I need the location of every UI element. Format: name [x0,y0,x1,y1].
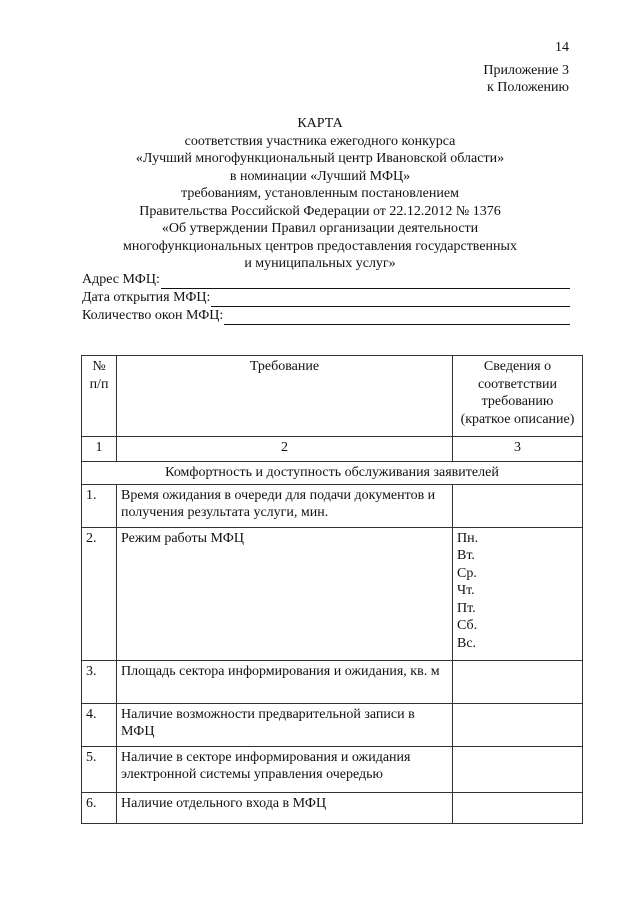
opening-date-blank-line[interactable] [211,292,570,307]
column-number-row [82,437,583,462]
row-requirement: Наличие в секторе информирования и ожидания электронной системы управления очередью [117,746,453,792]
section-row [82,462,583,485]
document-title [0,115,640,273]
windows-count-blank-line[interactable] [224,310,570,325]
title-line: КАРТА [297,116,343,131]
row-requirement: Время ожидания в очереди для подачи документов и получения результата услуги, мин. [117,484,453,527]
windows-count-label: Количество окон МФЦ: [82,308,224,323]
title-line: «Об утверждении Правил организации деятельности [161,221,479,236]
row-info-cell[interactable] [453,746,583,792]
address-blank-line[interactable] [161,274,570,289]
column-number: 3 [453,437,583,462]
row-info-cell[interactable] [453,792,583,823]
table-header-row [82,356,583,437]
header-requirement: Требование [117,356,453,437]
title-line: в номинации «Лучший МФЦ» [229,168,411,184]
row-requirement: Наличие возможности предварительной записи в МФЦ [117,703,453,746]
weekday-label: Вт. [457,548,475,563]
row-number: 2. [82,527,117,660]
title-line: «Лучший многофункциональный центр Ивановской области» [135,151,505,166]
column-number: 1 [82,437,117,462]
weekday-label: Пн. [457,530,479,546]
title-line: и муниципальных услуг» [244,256,396,271]
table-row [82,527,583,660]
appendix-line: Приложение 3 [483,63,569,78]
opening-date-field[interactable] [82,289,570,307]
table-row [82,746,583,792]
windows-count-field[interactable] [82,307,570,325]
row-requirement: Наличие отдельного входа в МФЦ [117,792,453,823]
weekday-label: Ср. [457,565,477,581]
appendix-reference [483,62,569,96]
weekday-label: Пт. [457,600,476,616]
table-row [82,703,583,746]
header-info: Сведения о соответствии требованию (краткое описание) [453,356,583,437]
table-row [82,660,583,703]
opening-date-label: Дата открытия МФЦ: [82,290,211,305]
weekday-label: Сб. [457,618,478,633]
row-requirement: Площадь сектора информирования и ожидания, кв. м [117,660,453,703]
row-number: 5. [82,746,117,792]
row-number: 3. [82,660,117,703]
header-number: № п/п [82,356,117,437]
column-number: 2 [117,437,453,462]
working-days-cell[interactable] [453,527,583,660]
address-label: Адрес МФЦ: [82,272,160,287]
title-line: соответствия участника ежегодного конкурса [184,133,456,149]
table-row [82,792,583,823]
section-title: Комфортность и доступность обслуживания заявителей [82,462,583,485]
row-info-cell[interactable] [453,484,583,527]
title-line: требованиям, установленным постановлением [181,186,459,201]
row-requirement: Режим работы МФЦ [117,527,453,660]
page-number: 14 [555,40,569,55]
address-field[interactable] [82,271,570,289]
row-number: 1. [82,484,117,527]
info-fields [82,271,570,325]
table-row [82,484,583,527]
row-info-cell[interactable] [453,703,583,746]
weekday-label: Чт. [457,583,475,598]
title-line: многофункциональных центров предоставления государственных [123,238,517,254]
appendix-line: к Положению [486,80,569,95]
row-number: 6. [82,792,117,823]
weekday-label: Вс. [457,635,477,651]
row-number: 4. [82,703,117,746]
row-info-cell[interactable] [453,660,583,703]
title-line: Правительства Российской Федерации от 22.12.2012 № 1376 [139,203,501,219]
requirements-table [81,355,583,824]
